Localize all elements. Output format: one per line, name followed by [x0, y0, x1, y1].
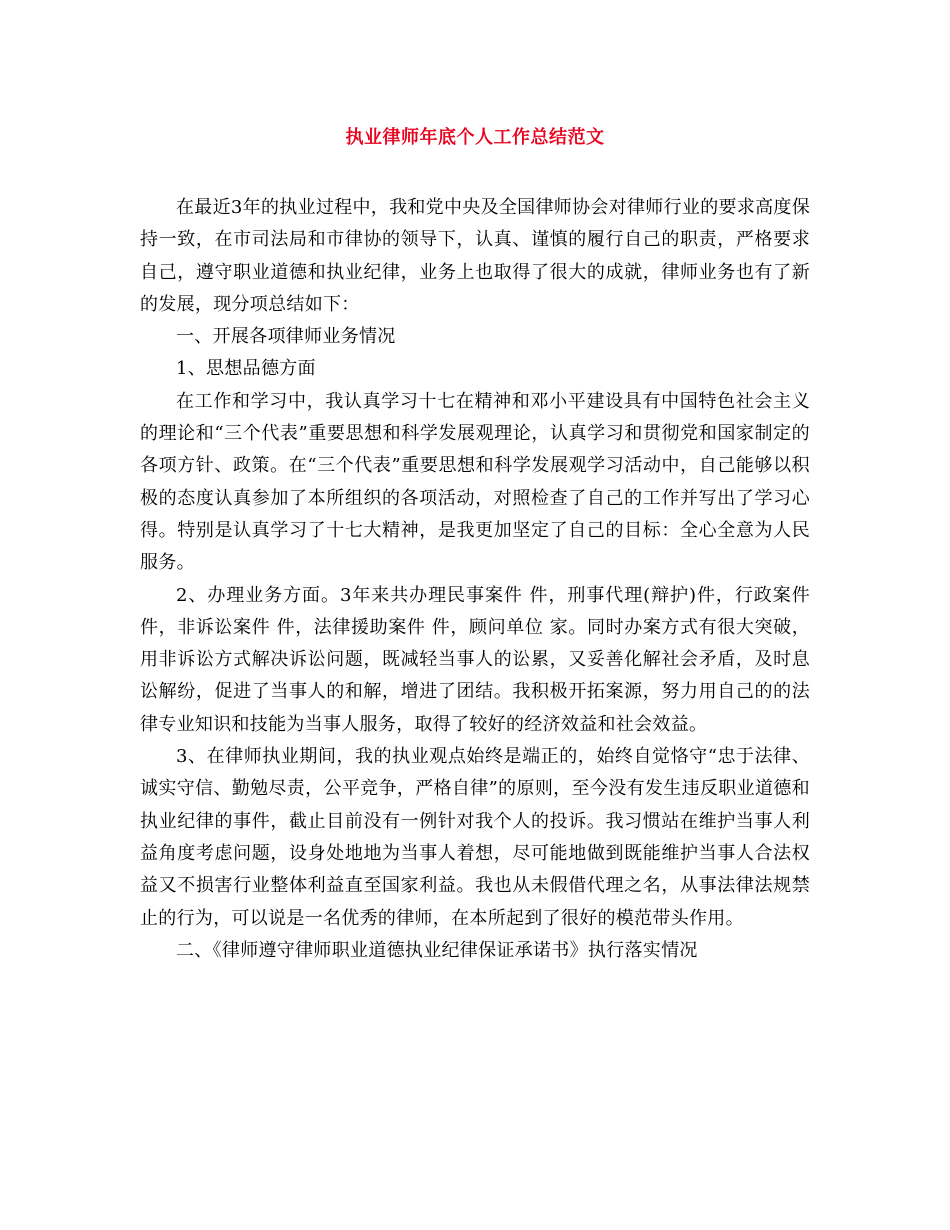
document-title: 执业律师年底个人工作总结范文 [345, 127, 605, 148]
paragraph-conduct: 3、在律师执业期间，我的执业观点始终是端正的，始终自觉恪守“忠于法律、诚实守信、勤勉尽责，公平竞争，严格自律”的原则，至今没有发生违反职业道德和执业纪律的事件，截止目前没有一例针对我个人的投诉。我习惯站在维护当事人利益角度考虑问题，设身处地地为当事人着想，尽可能地做到既能维护当事人合法权益又不损害行业整体利益直至国家利益。我也从未假借代理之名，从事法律法规禁止的行为，可以说是一名优秀的律师，在本所起到了很好的模范带头作用。 [140, 746, 810, 929]
subsection-heading-1: 1、思想品德方面 [176, 358, 316, 380]
document-body [140, 192, 810, 967]
section-heading-1: 一、开展各项律师业务情况 [176, 326, 396, 348]
section-heading-2: 二、《律师遵守律师职业道德执业纪律保证承诺书》执行落实情况 [176, 939, 698, 961]
paragraph-business: 2、办理业务方面。3年来共办理民事案件 件，刑事代理(辩护)件，行政案件 件，非诉讼案件 件，法律援助案件 件，顾问单位 家。同时办案方式有很大突破，用非诉讼方式解决诉讼问题，既减轻当事人的讼累，又妥善化解社会矛盾，及时息讼解纷，促进了当事人的和解，增进了团结。我积极开拓案源，努力用自己的的法律专业知识和技能为当事人服务，取得了较好的经济效益和社会效益。 [140, 584, 810, 735]
paragraph-ideology: 在工作和学习中，我认真学习十七在精神和邓小平建设具有中国特色社会主义的理论和“三个代表”重要思想和科学发展观理论，认真学习和贯彻党和国家制定的各项方针、政策。在“三个代表”重要思想和科学发展观学习活动中，自己能够以积极的态度认真参加了本所组织的各项活动，对照检查了自己的工作并写出了学习心得。特别是认真学习了十七大精神，是我更加坚定了自己的目标：全心全意为人民服务。 [140, 390, 810, 574]
paragraph-intro: 在最近3年的执业过程中，我和党中央及全国律师协会对律师行业的要求高度保持一致，在市司法局和市律协的领导下，认真、谨慎的履行自己的职责，严格要求自己，遵守职业道德和执业纪律，业务上也取得了很大的成就，律师业务也有了新的发展，现分项总结如下： [140, 197, 810, 315]
